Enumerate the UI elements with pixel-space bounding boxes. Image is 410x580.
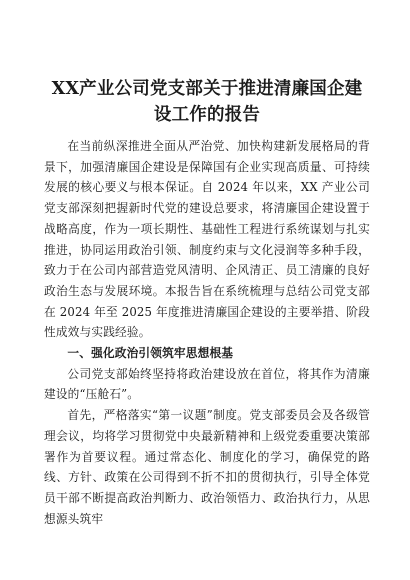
section-paragraph: 首先，严格落实“第一议题”制度。党支部委员会及各级管理会议，均将学习贯彻党中央最新精神和上级党委重要决策部署作为首要议程。通过常态化、制度化的学习，确保党的路线、方针、政策在公司得到不折不扣的贯彻执行，引导全体党员干部不断提高政治判断力、政治领悟力、政治执行力，从思想源头筑牢: [44, 408, 370, 526]
intro-paragraph: 在当前纵深推进全面从严治党、加快构建新发展格局的背景下，加强清廉国企建设是保障国有企业实现高质量、可持续发展的核心要义与根本保证。自 2024 年以来，XX 产业公司党支部深刻把握新时代党的建设总要求，将清廉国企建设置于战略高度，作为一项长期性、基础性工程进行系统谋划与扎实推进，协同运用政治引领、制度约束与文化浸润等多种手段，致力于在公司内部营造党风清明、企风清正、员工清廉的良好政治生态与发展环境。本报告旨在系统梳理与总结公司党支部在 2024 年至 2025 年度推进清廉国企建设的主要举措、阶段性成效与实践经验。: [44, 139, 370, 340]
section-paragraph: 公司党支部始终坚持将政治建设放在首位，将其作为清廉建设的“压舱石”。: [44, 366, 370, 402]
section-heading: 一、强化政治引领筑牢思想根基: [67, 346, 234, 361]
document-title: XX产业公司党支部关于推进清廉国企建设工作的报告: [51, 79, 363, 125]
